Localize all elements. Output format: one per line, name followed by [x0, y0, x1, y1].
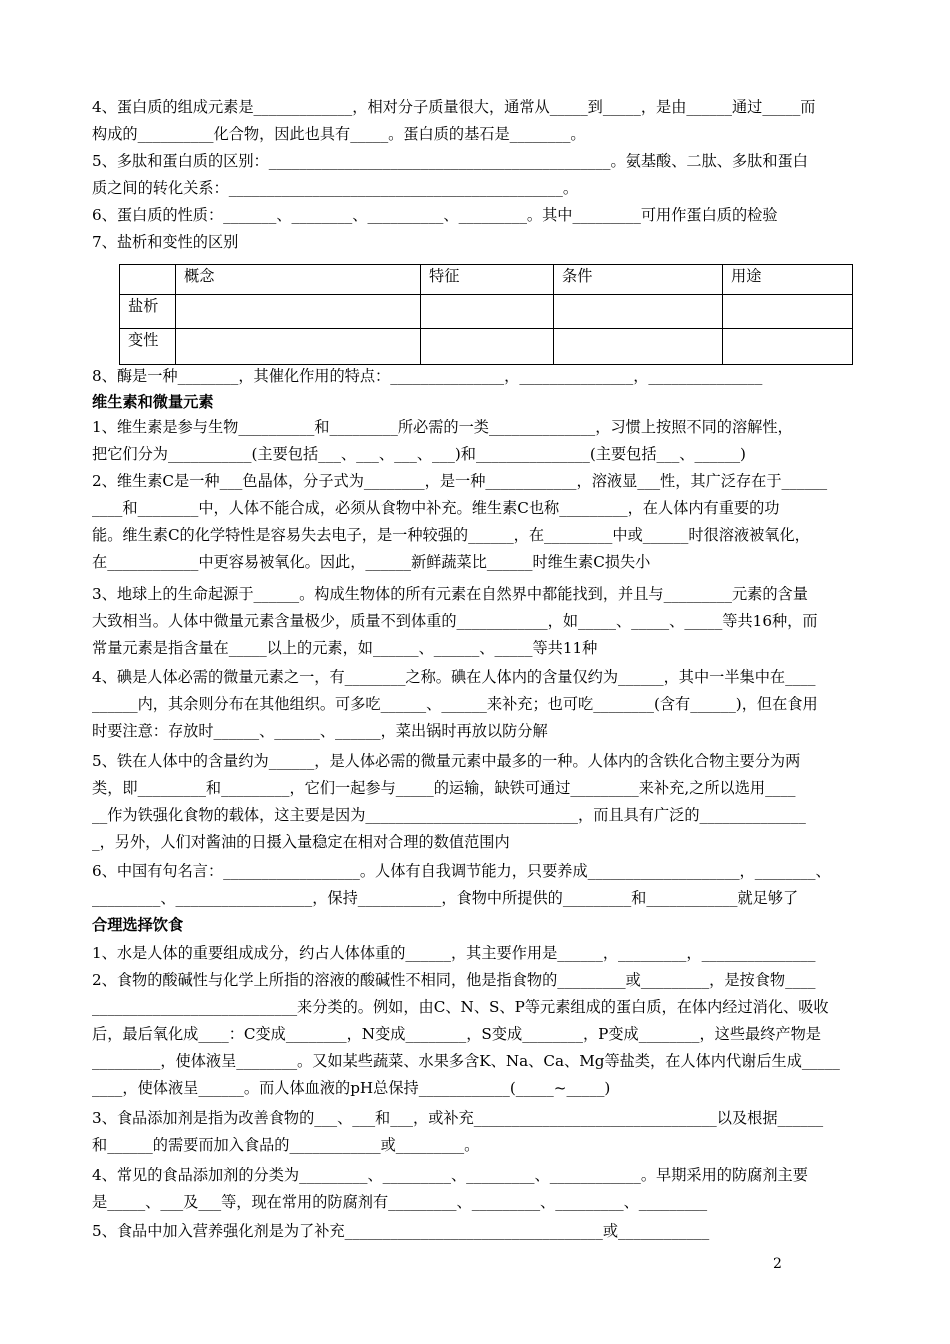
q4-protein-line-2: 构成的__________化合物，因此也具有_____。蛋白质的基石是________。 — [92, 125, 586, 143]
table-cell — [176, 295, 421, 329]
d3-line-1: 3、食品添加剂是指为改善食物的___、___和___，或补充________________________________以及根据______ — [92, 1109, 824, 1127]
d2-line-5: ____，使体液呈______。而人体血液的pH总保持____________(_____~_____) — [92, 1079, 611, 1097]
table-header-cell: 特征 — [421, 265, 554, 295]
d5-line: 5、食品中加入营养强化剂是为了补充__________________________________或____________ — [92, 1222, 710, 1240]
table-row — [120, 295, 853, 329]
v3-line-2: 大致相当。人体中微量元素含量极少，质量不到体重的____________，如_____、_____、_____等共16种，而 — [92, 612, 818, 630]
v1-line-1: 1、维生素是参与生物__________和_________所必需的一类______________，习惯上按照不同的溶解性， — [92, 418, 793, 436]
d4-line-1: 4、常见的食品添加剂的分类为_________、_________、_________、____________。早期采用的防腐剂主要 — [92, 1166, 808, 1184]
page-number: 2 — [773, 1256, 782, 1272]
row-label: 变性 — [120, 329, 176, 365]
v2-line-3: 能。维生素C的化学特性是容易失去电子，是一种较强的______，在_________中或______时很溶液被氧化， — [92, 526, 810, 544]
table-cell — [421, 329, 554, 365]
table-cell — [176, 329, 421, 365]
q4-protein-line-1: 4、蛋白质的组成元素是_____________，相对分子质量很大，通常从_____到_____，是由______通过_____而 — [92, 98, 816, 116]
table-header-row — [120, 265, 853, 295]
d2-line-1: 2、食物的酸碱性与化学上所指的溶液的酸碱性不相同，他是指食物的_________或_________，是按食物____ — [92, 971, 816, 989]
section-heading-diet: 合理选择饮食 — [92, 916, 184, 934]
q5-peptide-line-1: 5、多肽和蛋白质的区别：_____________________________________________。氨基酸、二肽、多肽和蛋白 — [92, 152, 808, 170]
v2-line-2: ____和________中，人体不能合成，必须从食物中补充。维生素C也称_________，在人体内有重要的功 — [92, 499, 780, 517]
q7-salting-title: 7、盐析和变性的区别 — [92, 233, 239, 251]
table-cell — [723, 295, 853, 329]
v1-line-2: 把它们分为___________(主要包括___、___、___、___)和_______________(主要包括___、______) — [92, 445, 746, 463]
d2-line-4: _________，使体液呈________。又如某些蔬菜、水果多含K、Na、Ca、Mg等盐类，在人体内代谢后生成_____ — [92, 1052, 840, 1070]
q5-peptide-line-2: 质之间的转化关系：____________________________________________。 — [92, 179, 578, 197]
q8-enzyme-line: 8、酶是一种________，其催化作用的特点：_______________，_______________，_______________ — [92, 367, 763, 385]
table-cell — [421, 295, 554, 329]
d1-line: 1、水是人体的重要组成成分，约占人体体重的______，其主要作用是______，_________，_______________ — [92, 944, 816, 962]
v2-line-1: 2、维生素C是一种___色晶体，分子式为________，是一种____________，溶液显___性，其广泛存在于______ — [92, 472, 828, 490]
v4-line-1: 4、碘是人体必需的微量元素之一，有________之称。碘在人体内的含量仅约为______，其中一半集中在____ — [92, 668, 816, 686]
table-row — [120, 329, 853, 365]
v5-line-2: 类，即_________和_________，它们一起参与_____的运输，缺铁可通过_________来补充,之所以选用____ — [92, 779, 796, 797]
table-cell — [723, 329, 853, 365]
d2-line-2: ___________________________来分类的。例如，由C、N、S、P等元素组成的蛋白质，在体内经过消化、吸收 — [92, 998, 829, 1016]
q6-properties-line: 6、蛋白质的性质：_______、________、__________、_________。其中_________可用作蛋白质的检验 — [92, 206, 778, 224]
v5-line-1: 5、铁在人体中的含量约为______，是人体必需的微量元素中最多的一种。人体内的含铁化合物主要分为两 — [92, 752, 801, 770]
v3-line-1: 3、地球上的生命起源于______。构成生物体的所有元素在自然界中都能找到，并且与_________元素的含量 — [92, 585, 808, 603]
d4-line-2: 是_____、___及___等，现在常用的防腐剂有_________、_________、_________、_________ — [92, 1193, 708, 1211]
table-header-cell — [120, 265, 176, 295]
v5-line-3: __作为铁强化食物的载体，这主要是因为____________________________，而且具有广泛的______________ — [92, 806, 806, 824]
table-header-cell: 用途 — [723, 265, 853, 295]
d2-line-3: 后，最后氧化成____：C变成________，N变成________，S变成________，P变成________，这些最终产物是 — [92, 1025, 821, 1043]
section-heading-vitamins: 维生素和微量元素 — [92, 393, 214, 411]
table-cell — [554, 295, 723, 329]
table-header-cell: 条件 — [554, 265, 723, 295]
v6-line-2: _________、__________________，保持___________，食物中所提供的_________和____________就足够了 — [92, 889, 799, 907]
v4-line-3: 时要注意：存放时______、______、______，菜出锅时再放以防分解 — [92, 722, 548, 740]
d3-line-2: 和______的需要而加入食品的____________或_________。 — [92, 1136, 480, 1154]
v4-line-2: ______内，其余则分布在其他组织。可多吃______、______来补充；也可吃________(含有______)，但在食用 — [92, 695, 818, 713]
v2-line-4: 在____________中更容易被氧化。因此，______新鲜蔬菜比______时维生素C损失小 — [92, 553, 651, 571]
row-label: 盐析 — [120, 295, 176, 329]
table-cell — [554, 329, 723, 365]
v6-line-1: 6、中国有句名言：__________________。人体有自我调节能力，只要养成____________________，________、 — [92, 862, 831, 880]
v5-line-4: _，另外，人们对酱油的日摄入量稳定在相对合理的数值范围内 — [92, 833, 510, 851]
salting-denaturation-table — [119, 264, 853, 365]
table-header-cell: 概念 — [176, 265, 421, 295]
v3-line-3: 常量元素是指含量在_____以上的元素，如______、______、_____等共11种 — [92, 639, 598, 657]
